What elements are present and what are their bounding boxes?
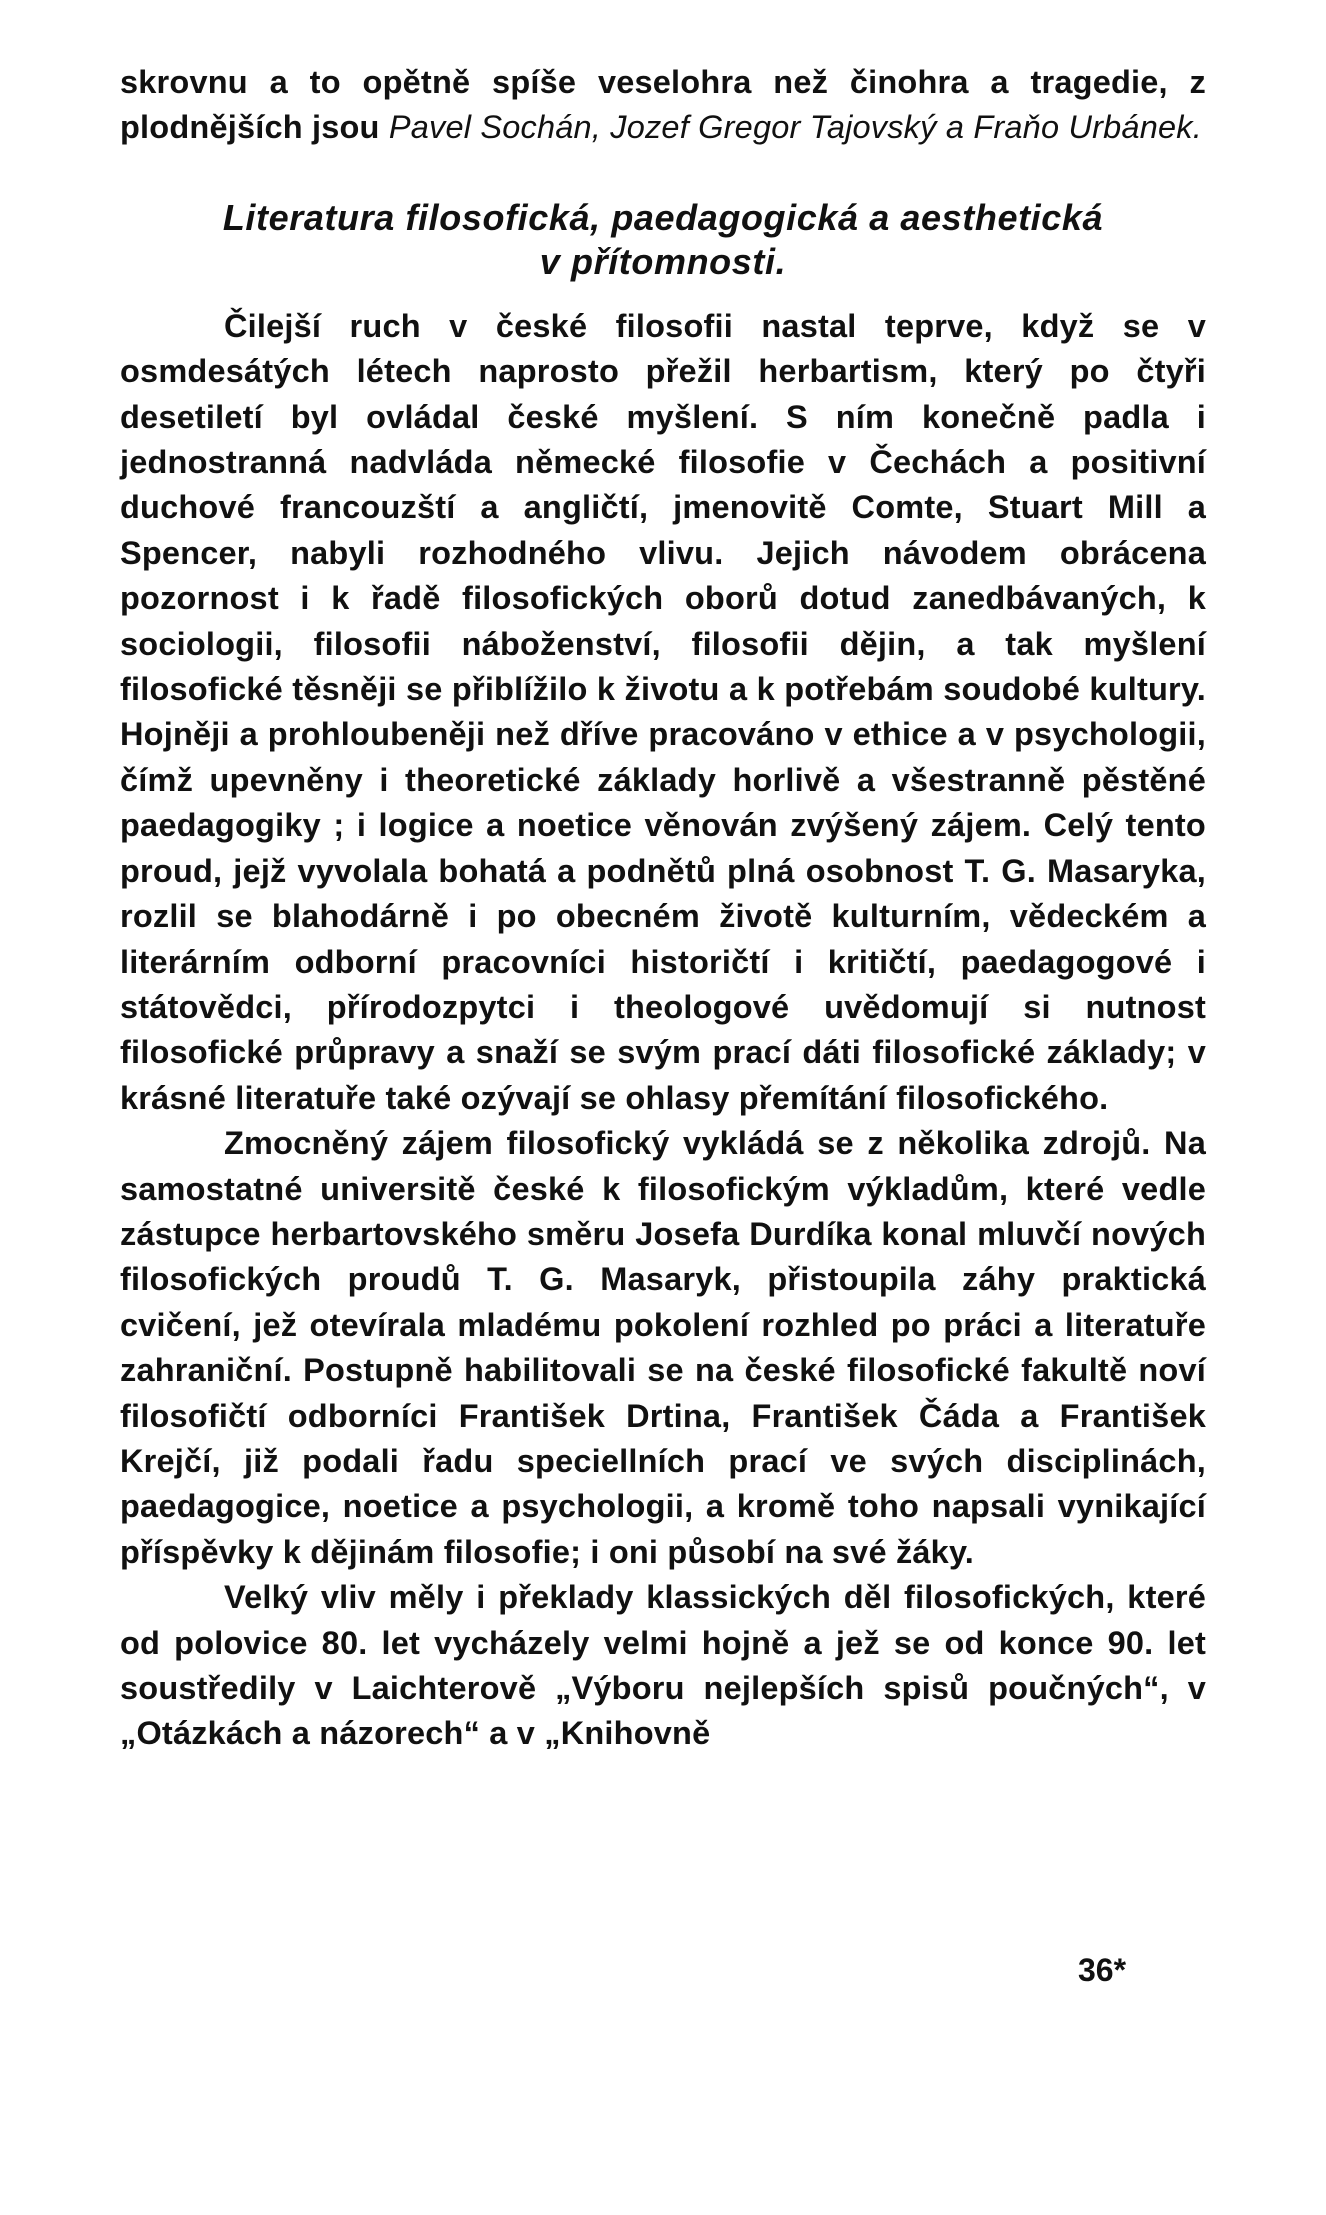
body-paragraph-1: Čilejší ruch v české filosofii nastal teprve, když se v osmdesátých létech naprosto přežil herbartism, který po čtyři desetiletí byl ovládal české myšlení. S ním konečně padla i jednostranná nadvláda německé filosofie v Čechách a positivní duchové francouzští a angličtí, jmenovitě Comte, Stuart Mill a Spencer, nabyli rozhodného vlivu. Jejich návodem obrácena pozornost i k řadě filosofických oborů dotud zanedbávaných, k sociologii, filosofii náboženství, filosofii dějin, a tak myšlení filosofické těsněji se přiblížilo k životu a k potřebám soudobé kultury. Hojněji a prohloubeněji než dříve pracováno v ethice a v psychologii, čímž upevněny i theoretické základy horlivě a všestranně pěstěné paedagogiky ; i logice a noetice věnován zvýšený zájem. Celý tento proud, jejž vyvolala bohatá a podnětů plná osobnost T. G. Masaryka, rozlil se blahodárně i po obecném životě kulturním, vědeckém a literárním odborní pracovníci historičtí i kritičtí, paedagogové i státovědci, přírodozpytci i theologové uvědomují si nutnost filosofické průpravy a snaží se svým prací dáti filosofické základy; v krásné literatuře také ozývají se ohlasy přemítání filosofického. xyxy=(120,307,1206,1116)
intro-lead-text: skrovnu a to opětně spíše veselohra než činohra a tragedie, z plodnějších jsou xyxy=(120,64,1206,146)
intro-author-names: Pavel Sochán, Jozef Gregor Tajovský a Fraňo Urbánek. xyxy=(388,109,1202,146)
page-number: 36* xyxy=(1078,1952,1127,1988)
page-body xyxy=(120,60,1206,1757)
section-heading xyxy=(120,196,1206,284)
section-heading-line-1: Literatura filosofická, paedagogická a aesthetická xyxy=(222,196,1104,238)
section-heading-line-2: v přítomnosti. xyxy=(539,240,787,282)
intro-paragraph xyxy=(120,60,1206,151)
body-paragraph-3: Velký vliv měly i překlady klassických děl filosofických, které od polovice 80. let vycházely velmi hojně a jež se od konce 90. let soustředily v Laichterově „Výboru nejlepších spisů poučných“, v „Otázkách a názorech“ a v „Knihovně xyxy=(120,1579,1206,1752)
body-paragraph-2: Zmocněný zájem filosofický vykládá se z několika zdrojů. Na samostatné universitě české k filosofickým výkladům, které vedle zástupce herbartovského směru Josefa Durdíka konal mluvčí nových filosofických proudů T. G. Masaryk, přistoupila záhy praktická cvičení, jež otevírala mladému pokolení rozhled po práci a literatuře zahraniční. Postupně habilitovali se na české filosofické fakultě noví filosofičtí odborníci František Drtina, František Čáda a František Krejčí, již podali řadu speciellních prací ve svých disciplinách, paedagogice, noetice a psychologii, a kromě toho napsali vynikající příspěvky k dějinám filosofie; i oni působí na své žáky. xyxy=(120,1125,1206,1570)
